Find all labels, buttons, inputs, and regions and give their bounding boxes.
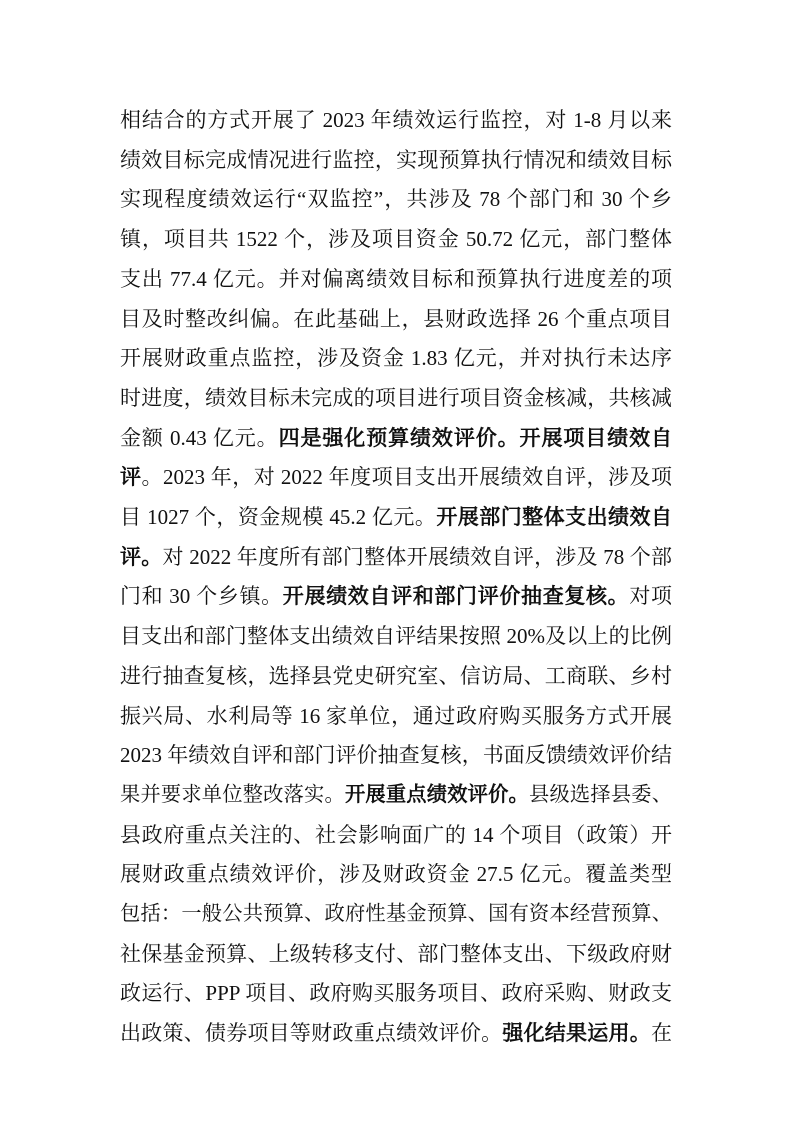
bold-heading-text: 开展绩效自评和部门评价抽查复核。 [282, 584, 630, 609]
bold-heading-text: 开展部门整体支出绩效自 [436, 505, 672, 530]
text-segment: 振兴局、水利局等 16 家单位，通过政府购买服务方式开展 [120, 703, 672, 728]
text-line-19 [120, 816, 672, 856]
text-line-8 [120, 379, 672, 419]
text-line-3 [120, 180, 672, 220]
text-line-20 [120, 855, 672, 895]
text-line-10 [120, 458, 672, 498]
text-segment: 在 [651, 1021, 673, 1046]
text-line-24 [120, 1014, 672, 1054]
text-line-18 [120, 776, 672, 816]
text-segment: 镇，项目共 1522 个，涉及项目资金 50.72 亿元，部门整体 [120, 227, 672, 252]
bold-heading-text: 开展重点绩效评价。 [344, 783, 530, 806]
text-segment: 实现程度绩效运行“双监控”，共涉及 78 个部门和 30 个乡 [120, 187, 672, 212]
text-segment: 县政府重点关注的、社会影响面广的 14 个项目（政策）开 [120, 822, 672, 847]
text-line-11 [120, 498, 672, 538]
text-line-4 [120, 220, 672, 260]
body-paragraph [120, 101, 672, 1054]
text-segment: 对项 [629, 584, 673, 609]
bold-heading-text: 评。 [120, 544, 163, 569]
text-segment: 。2023 年，对 2022 年度项目支出开展绩效自评，涉及项 [141, 465, 673, 490]
bold-heading-text: 强化结果运用。 [502, 1021, 652, 1046]
bold-heading-text: 四是强化预算绩效评价。开展项目绩效自 [278, 425, 672, 450]
text-segment: 果并要求单位整改落实。 [120, 783, 345, 806]
text-segment: 相结合的方式开展了 2023 年绩效运行监控，对 1-8 月以来 [120, 108, 672, 132]
text-line-21 [120, 895, 672, 935]
text-segment: 目 1027 个，资金规模 45.2 亿元。 [120, 505, 437, 530]
text-line-22 [120, 935, 672, 975]
text-line-6 [120, 300, 672, 340]
text-segment: 进行抽查复核，选择县党史研究室、信访局、工商联、乡村 [120, 663, 672, 688]
text-line-14 [120, 617, 672, 657]
text-segment: 目及时整改纠偏。在此基础上，县财政选择 26 个重点项目 [120, 306, 672, 331]
text-segment: 2023 年绩效自评和部门评价抽查复核，书面反馈绩效评价结 [120, 743, 672, 768]
bold-heading-text: 评 [120, 465, 142, 490]
text-segment: 展财政重点绩效评价，涉及财政资金 27.5 亿元。覆盖类型 [120, 862, 672, 887]
text-line-1 [120, 101, 672, 141]
text-line-23 [120, 974, 672, 1014]
text-segment: 时进度，绩效目标未完成的项目进行项目资金核减，共核减 [120, 385, 672, 410]
text-line-12 [120, 538, 672, 578]
text-line-2 [120, 141, 672, 181]
text-line-13 [120, 577, 672, 617]
text-line-16 [120, 697, 672, 737]
text-segment: 出政策、债券项目等财政重点绩效评价。 [120, 1021, 503, 1046]
text-segment: 门和 30 个乡镇。 [120, 584, 283, 609]
text-segment: 金额 0.43 亿元。 [120, 425, 279, 450]
text-segment: 目支出和部门整体支出绩效自评结果按照 20%及以上的比例 [120, 624, 672, 649]
text-line-5 [120, 260, 672, 300]
text-segment: 开展财政重点监控，涉及资金 1.83 亿元，并对执行未达序 [120, 346, 672, 371]
text-segment: 县级选择县委、 [529, 783, 672, 806]
text-segment: 包括：一般公共预算、政府性基金预算、国有资本经营预算、 [120, 903, 672, 926]
text-line-7 [120, 339, 672, 379]
text-line-17 [120, 736, 672, 776]
text-line-15 [120, 657, 672, 697]
text-segment: 绩效目标完成情况进行监控，实现预算执行情况和绩效目标 [120, 147, 672, 172]
text-segment: 政运行、PPP 项目、政府购买服务项目、政府采购、财政支 [120, 981, 672, 1006]
text-line-9 [120, 419, 672, 459]
text-segment: 社保基金预算、上级转移支付、部门整体支出、下级政府财 [120, 941, 672, 966]
text-segment: 对 2022 年度所有部门整体开展绩效自评，涉及 78 个部 [162, 544, 673, 569]
text-segment: 支出 77.4 亿元。并对偏离绩效目标和预算执行进度差的项 [120, 266, 672, 291]
